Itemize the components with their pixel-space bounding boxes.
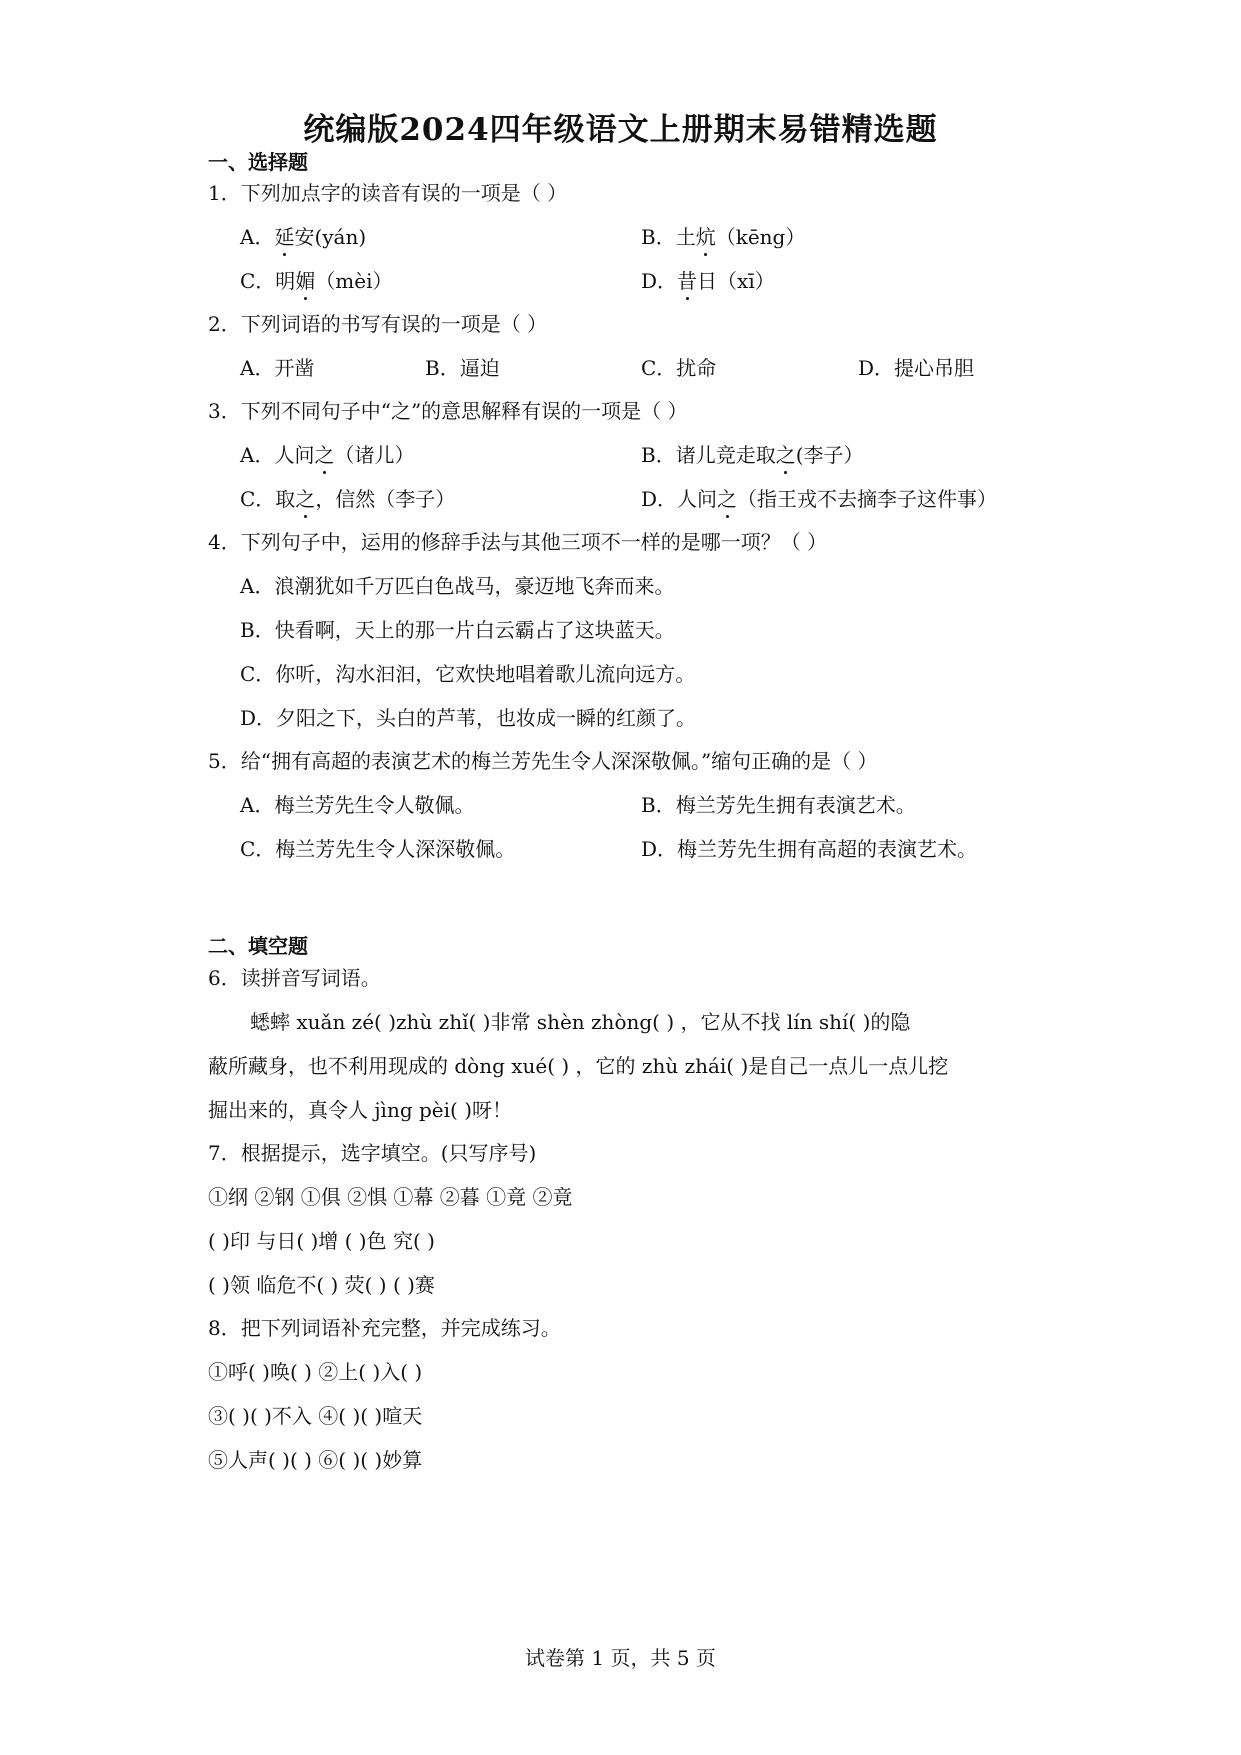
q8-row-1: ①呼( )唤( ) ②上( )入( ) xyxy=(208,1360,423,1384)
q3-option-c: C．取之，信然（李子） xyxy=(240,487,456,511)
q2-option-b: B．逼迫 xyxy=(425,356,500,380)
q5-option-d: D．梅兰芳先生拥有高超的表演艺术。 xyxy=(641,837,978,861)
q5-option-b: B．梅兰芳先生拥有表演艺术。 xyxy=(641,793,916,817)
emphasis-dot-char: 之 xyxy=(295,487,316,511)
q5-option-c: C．梅兰芳先生令人深深敬佩。 xyxy=(240,837,516,861)
q2-option-a: A．开凿 xyxy=(240,356,315,380)
question-5-stem: 5．给“拥有高超的表演艺术的梅兰芳先生令人深深敬佩。”缩句正确的是（ ） xyxy=(208,749,878,773)
q1-option-a: A．延安(yán) xyxy=(240,225,367,249)
q8-row-2: ③( )( )不入 ④( )( )喧天 xyxy=(208,1404,423,1428)
section-heading-choice: 一、选择题 xyxy=(208,150,308,174)
q7-blank-row-2: ( )领 临危不( ) 荧( ) ( )赛 xyxy=(208,1273,435,1297)
q1-option-d: D．昔日（xī） xyxy=(641,269,775,293)
section-heading-fill: 二、填空题 xyxy=(208,934,308,958)
q6-passage-line-2: 蔽所藏身，也不利用现成的 dòng xué( ) ，它的 zhù zhái( )是自己一点儿一点儿挖 xyxy=(208,1054,949,1078)
question-3-stem: 3．下列不同句子中“之”的意思解释有误的一项是（ ） xyxy=(208,399,688,423)
emphasis-dot-char: 炕 xyxy=(695,225,716,249)
question-6-stem: 6．读拼音写词语。 xyxy=(208,966,381,990)
q3-option-d: D．人问之（指王戎不去摘李子这件事） xyxy=(641,487,998,511)
q4-option-a: A．浪潮犹如千万匹白色战马，豪迈地飞奔而来。 xyxy=(240,574,675,598)
q6-passage-line-1: 蟋蟀 xuǎn zé( )zhù zhǐ( )非常 shèn zhòng( ) ，它从不找 lín shí( )的隐 xyxy=(250,1010,911,1034)
page-title: 统编版2024四年级语文上册期末易错精选题 xyxy=(303,112,938,148)
page-footer: 试卷第 1 页，共 5 页 xyxy=(525,1646,716,1670)
question-8-stem: 8．把下列词语补充完整，并完成练习。 xyxy=(208,1316,561,1340)
q6-passage-line-3: 掘出来的，真令人 jìng pèi( )呀！ xyxy=(208,1098,512,1122)
q3-option-b: B．诸儿竞走取之(李子） xyxy=(641,443,864,467)
q7-char-options: ①纲 ②钢 ①俱 ②惧 ①幕 ②暮 ①竟 ②竟 xyxy=(208,1185,573,1209)
q5-option-a: A．梅兰芳先生令人敬佩。 xyxy=(240,793,475,817)
q4-option-d: D．夕阳之下，头白的芦苇，也妆成一瞬的红颜了。 xyxy=(240,706,697,730)
q4-option-c: C．你听，沟水汩汩，它欢快地唱着歌儿流向远方。 xyxy=(240,662,696,686)
emphasis-dot-char: 媚 xyxy=(295,269,316,293)
question-1-stem: 1．下列加点字的读音有误的一项是（ ） xyxy=(208,181,568,205)
q7-blank-row-1: ( )印 与日( )增 ( )色 究( ) xyxy=(208,1229,435,1253)
q3-option-a: A．人问之（诸儿） xyxy=(240,443,415,467)
emphasis-dot-char: 之 xyxy=(775,443,796,467)
q4-option-b: B．快看啊，天上的那一片白云霸占了这块蓝天。 xyxy=(240,618,675,642)
q2-option-d: D．提心吊胆 xyxy=(858,356,975,380)
emphasis-dot-char: 昔 xyxy=(677,269,698,293)
question-4-stem: 4．下列句子中，运用的修辞手法与其他三项不一样的是哪一项？（ ） xyxy=(208,530,828,554)
question-2-stem: 2．下列词语的书写有误的一项是（ ） xyxy=(208,312,548,336)
emphasis-dot-char: 之 xyxy=(314,443,335,467)
q2-option-c: C．扰命 xyxy=(641,356,717,380)
question-7-stem: 7．根据提示，选字填空。(只写序号) xyxy=(208,1141,537,1165)
emphasis-dot-char: 之 xyxy=(717,487,738,511)
q1-option-b: B．土炕（kēng） xyxy=(641,225,806,249)
emphasis-dot-char: 延 xyxy=(274,225,295,249)
q8-row-3: ⑤人声( )( ) ⑥( )( )妙算 xyxy=(208,1448,423,1472)
q1-option-c: C．明媚（mèi） xyxy=(240,269,393,293)
